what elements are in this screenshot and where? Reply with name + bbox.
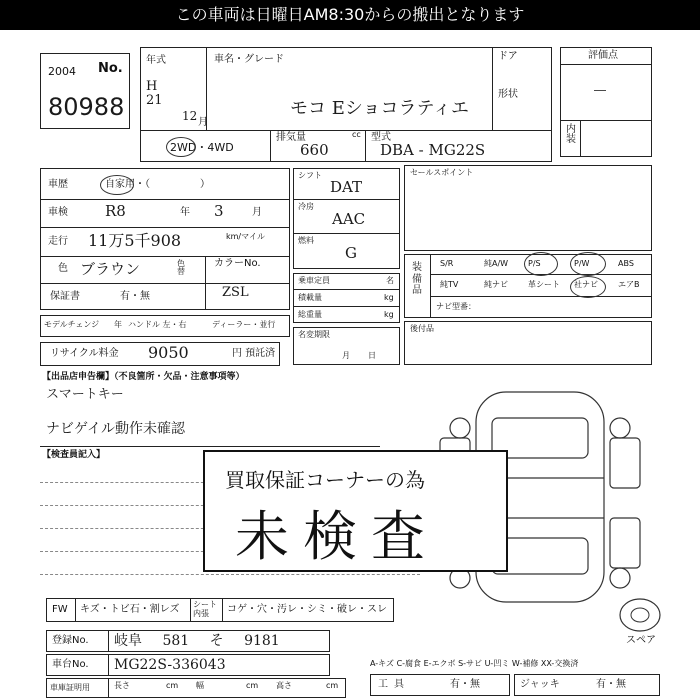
navi-type-label: ナビ型番： [436, 302, 476, 311]
warranty-label: 保証書 [50, 291, 80, 302]
garage-cert-label: 車庫証明用 [50, 683, 90, 692]
chassis-value: MG22S-336043 [114, 657, 226, 673]
exhibitor-notes-label: 【出品店申告欄】（不良箇所・欠品・注意事項等） [42, 372, 245, 382]
history-circle [100, 175, 134, 195]
load-label: 積載量 [298, 293, 322, 302]
shaken-year-unit: 年 [180, 207, 190, 218]
chassis-label: 車台No. [52, 659, 89, 670]
capacity-label: 乗車定員 [298, 276, 330, 285]
model-change-label: モデルチェンジ [44, 320, 100, 329]
displacement-value: 660 [300, 141, 329, 159]
garage-cert-field: 長さ [114, 681, 130, 690]
year-value: 21 [146, 93, 163, 108]
shift-value: DAT [330, 178, 363, 196]
garage-cert-field: 高さ [276, 681, 292, 690]
recycle-label: リサイクル料金 [50, 348, 119, 359]
registration-label: 登録No. [52, 635, 89, 646]
tools-value: 有・無 [450, 679, 480, 690]
spare-label: スペア [626, 635, 656, 646]
door-label: ドア [498, 51, 518, 62]
interior-label: 内装 [566, 124, 576, 145]
fw-text-2: コゲ・穴・汚レ・シミ・破レ・スレ [227, 604, 387, 615]
model-change-year-unit: 年 [114, 320, 122, 329]
recycle-unit: 円 預託済 [232, 348, 276, 359]
lot-year-stamp: 2004 [48, 65, 76, 78]
spare-tire-icon [615, 595, 665, 635]
color-label: 色 [58, 263, 68, 274]
stamp-line-1: 買取保証コーナーの為 [225, 468, 425, 492]
exhibitor-note-2: ナビゲイル動作未確認 [46, 421, 186, 437]
aftermarket-box [404, 321, 652, 365]
inspector-label: 【検査員記入】 [42, 450, 106, 460]
aircon-label: 冷房 [298, 202, 314, 211]
aftermarket-label: 後付品 [410, 324, 434, 333]
mileage-label: 走行 [48, 236, 68, 247]
history-label: 車歴 [48, 179, 68, 190]
shaken-label: 車検 [48, 207, 68, 218]
gross-unit: kg [384, 310, 394, 319]
mileage-value: 11万5千908 [88, 231, 182, 250]
ps-circle [524, 252, 558, 276]
lot-no-label: No. [98, 61, 123, 76]
shaken-value: R8 [105, 202, 126, 220]
year-era: H [146, 79, 158, 94]
garage-cert-field: cm [326, 681, 339, 690]
drive-circle [166, 137, 196, 157]
equipment-label: 装備品 [412, 262, 422, 296]
reg-change-unit: 月日 [342, 351, 394, 360]
equipment-item: エアB [618, 280, 640, 289]
drive-label: 2WD・4WD [170, 141, 234, 154]
handle-options: ハンドル 左・右 [128, 320, 187, 329]
shaken-month: 3 [214, 202, 224, 220]
year-model-label: 年式 [146, 55, 166, 66]
fuel-value: G [345, 244, 357, 262]
equipment-item: P/W [574, 259, 590, 268]
sales-point-label: セールスポイント [410, 168, 474, 177]
garage-cert-field: cm [246, 681, 259, 690]
car-name-label: 車名・グレード [214, 54, 284, 65]
aircon-value: AAC [332, 210, 366, 228]
exhibitor-note-1: スマートキー [46, 387, 124, 402]
warranty-value: 有・無 [120, 291, 150, 302]
history-value: 自家用・（ ） [105, 179, 210, 190]
color-no-value: ZSL [222, 285, 249, 300]
stamp-line-2: 未検査 [235, 505, 439, 568]
equipment-item: 純A/W [484, 259, 509, 268]
year-month: 12 [182, 109, 198, 123]
garage-cert-field: 幅 [196, 681, 204, 690]
mileage-unit: km/マイル [226, 232, 265, 241]
equipment-item: S/R [440, 259, 454, 268]
equipment-item: 社ナビ [574, 280, 598, 289]
navi-circle [570, 276, 606, 298]
model-type-label: 型式 [371, 132, 391, 143]
displacement-unit: cc [352, 130, 361, 139]
car-name-value: モコ Eショコラティエ [290, 98, 470, 119]
grade-value: ― [594, 83, 606, 97]
equipment-item: 革シート [528, 280, 560, 289]
equipment-item: ABS [618, 259, 634, 268]
equipment-item: 純ナビ [484, 280, 508, 289]
color-change-label: 色替 [177, 259, 185, 276]
garage-cert-field: cm [166, 681, 179, 690]
capacity-unit: 名 [386, 276, 394, 285]
shape-label: 形状 [498, 89, 518, 100]
year-month-unit: 月 [198, 117, 208, 128]
equipment-item: P/S [528, 259, 541, 268]
lot-number: 80988 [48, 93, 125, 121]
load-unit: kg [384, 293, 394, 302]
fw-seat-label: シート内張 [193, 600, 217, 618]
jack-label: ジャッキ [520, 679, 560, 690]
shaken-month-unit: 月 [252, 207, 262, 218]
recycle-value: 9050 [148, 343, 189, 362]
fw-text-1: キズ・トビ石・割レズ [80, 604, 180, 615]
model-type-value: DBA - MG22S [380, 141, 486, 159]
tools-label: 工具 [378, 679, 410, 690]
notice-banner: この車両は日曜日AM8:30からの搬出となります [0, 0, 700, 30]
registration-value: 岐阜 581 そ 9181 [114, 633, 280, 649]
grade-label: 評価点 [588, 50, 618, 61]
reg-change-label: 名変期限 [298, 330, 330, 339]
jack-value: 有・無 [596, 679, 626, 690]
equipment-item: 純TV [440, 280, 459, 289]
color-no-label: カラーNo. [214, 258, 261, 269]
fuel-label: 燃料 [298, 236, 314, 245]
gross-label: 総重量 [298, 310, 322, 319]
shift-label: シフト [298, 171, 322, 180]
color-value: ブラウン [80, 260, 141, 278]
pw-circle [570, 252, 606, 276]
not-inspected-stamp [203, 450, 508, 572]
fw-label: FW [52, 604, 68, 615]
dealer-options: ディーラー・並行 [212, 320, 276, 329]
damage-legend: A-キズ C-腐食 E-エクボ S-サビ U-凹ミ W-補修 XX-交換済 [370, 659, 579, 668]
displacement-label: 排気量 [276, 132, 306, 143]
sales-point-box [404, 165, 652, 251]
